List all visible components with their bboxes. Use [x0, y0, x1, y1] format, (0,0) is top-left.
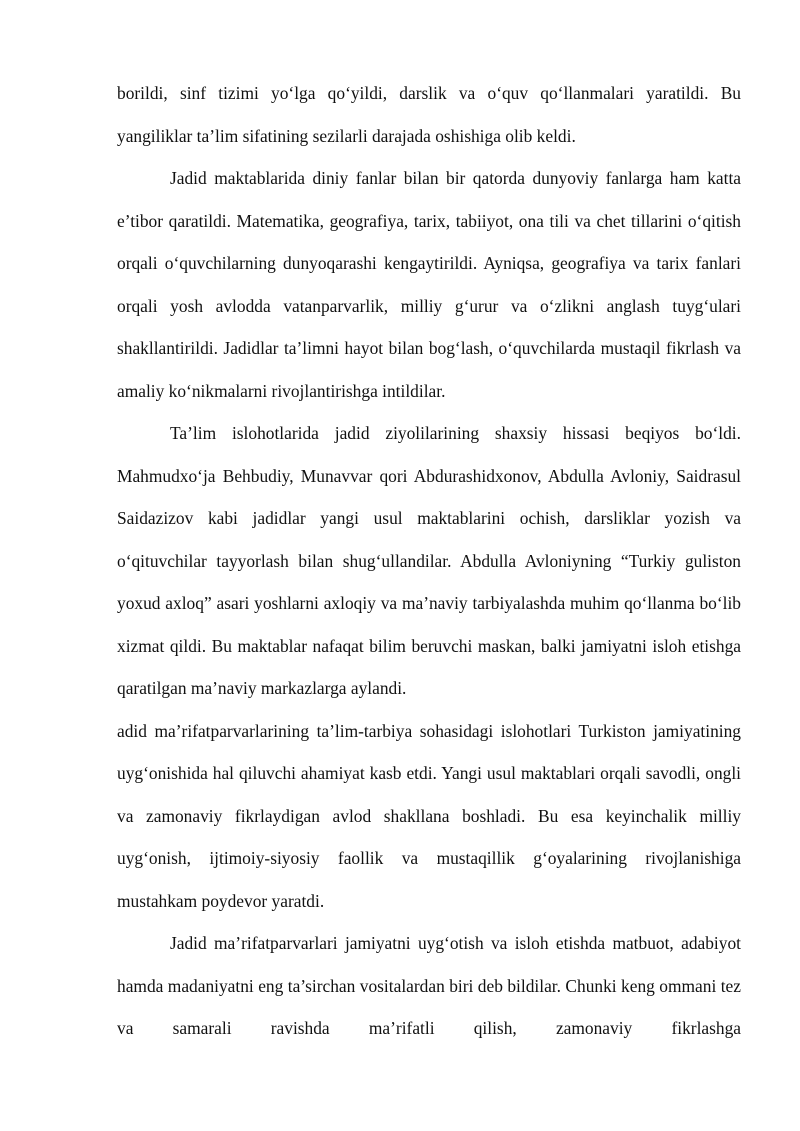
paragraph-5: Jadid ma’rifatparvarlari jamiyatni uyg‘otish va isloh etishda matbuot, adabiyot hamda madaniyatni eng ta’sirchan vositalardan biri deb bildilar. Chunki keng ommani tez va samarali ravishda ma’rifatli qilish, zamonaviy fikrlashga	[117, 933, 741, 1038]
paragraph-1: borildi, sinf tizimi yo‘lga qo‘yildi, darslik va o‘quv qo‘llanmalari yaratildi. Bu yangiliklar ta’lim sifatining sezilarli darajada oshishiga olib keldi.	[117, 83, 741, 146]
paragraph-2: Jadid maktablarida diniy fanlar bilan bir qatorda dunyoviy fanlarga ham katta e’tibor qaratildi. Matematika, geografiya, tarix, tabiiyot, ona tili va chet tillarini o‘qitish orqali o‘quvchilarning dunyoqarashi kengaytirildi. Ayniqsa, geografiya va tarix fanlari orqali yosh avlodda vatanparvarlik, milliy g‘urur va o‘zlikni anglash tuyg‘ulari shakllantirildi. Jadidlar ta’limni hayot bilan bog‘lash, o‘quvchilarda mustaqil fikrlash va amaliy ko‘nikmalarni rivojlantirishga intildilar.	[117, 168, 741, 401]
document-page	[117, 72, 741, 1050]
paragraph-3: Ta’lim islohotlarida jadid ziyolilarining shaxsiy hissasi beqiyos bo‘ldi. Mahmudxo‘ja Behbudiy, Munavvar qori Abdurashidxonov, Abdulla Avloniy, Saidrasul Saidazizov kabi jadidlar yangi usul maktablarini ochish, darsliklar yozish va o‘qituvchilar tayyorlash bilan shug‘ullandilar. Abdulla Avloniyning “Turkiy guliston yoxud axloq” asari yoshlarni axloqiy va ma’naviy tarbiyalashda muhim qo‘llanma bo‘lib xizmat qildi. Bu maktablar nafaqat bilim beruvchi maskan, balki jamiyatni isloh etishga qaratilgan ma’naviy markazlarga aylandi.	[117, 423, 741, 698]
paragraph-4: adid ma’rifatparvarlarining ta’lim-tarbiya sohasidagi islohotlari Turkiston jamiyatining uyg‘onishida hal qiluvchi ahamiyat kasb etdi. Yangi usul maktablari orqali savodli, ongli va zamonaviy fikrlaydigan avlod shakllana boshladi. Bu esa keyinchalik milliy uyg‘onish, ijtimoiy-siyosiy faollik va mustaqillik g‘oyalarining rivojlanishiga mustahkam poydevor yaratdi.	[117, 720, 741, 911]
